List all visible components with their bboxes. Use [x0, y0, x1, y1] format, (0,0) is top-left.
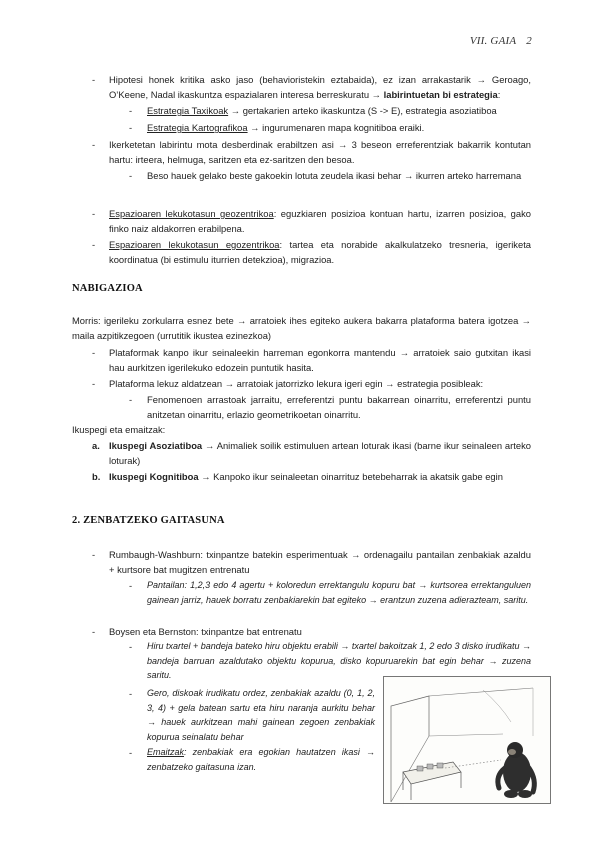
paragraph-results: Emaitzak: zenbakiak era egokian hautatzen ikasi → zenbatzeko gaitasuna izan. — [147, 747, 375, 772]
paragraph-platform-moved: Plataforma lekuz aldatzean → arratoiak jatorrizko lekura igeri egin → estrategia posibleak: — [109, 378, 484, 389]
paragraph-arms: Beso hauek gelako beste gakoekin lotuta zeudela ikasi behar → ikurren arteko harremana — [147, 170, 522, 181]
outcomes-label: Ikuspegi eta emaitzak: — [72, 424, 166, 435]
bullet-marker: - — [92, 378, 96, 389]
paragraph-strategies: Fenomenoen arrastoak jarraitu, erreferentzi puntu bakarrean oinarritu, erreferentzi puntu anitzetan oinarritu, erlazio geometrikoetan oinarritu. — [147, 394, 531, 421]
paragraph-cognitive: Ikuspegi Kognitiboa → Kanpoko ikur seinaleetan oinarrituz betebeharrak ia akatsik gabe egin — [109, 471, 503, 482]
paragraph-geocentric: Espazioaren lekukotasun geozentrikoa: eguzkiaren posizioa kontuan hartu, izarren posizioa, gako finko naiz aldakorren erabilpena. — [109, 208, 531, 235]
paragraph-labyrinths: Ikerketetan labirintu mota desberdinak erabiltzen asi → 3 beseon erreferentziak bakarrik kontutan hartu: irteera, helmuga, saritzen eta ez-saritzen den besoa. — [109, 139, 531, 166]
paragraph-cards: Hiru txartel + bandeja bateko hiru objektu erabili → txartel bakoitzak 1, 2 edo 3 disko irudikatu → bandeja barruan azaldutako objektu kopurua, disko kopuruarekin bat egin behar → zuzena saritu. — [147, 641, 531, 680]
sub-bullet-marker: - — [129, 580, 133, 591]
chimpanzee-room-illustration — [383, 676, 551, 804]
paragraph-egocentric: Espazioaren lekukotasun egozentrikoa: tartea eta norabide akalkulatzeko tresneria, igeriketa koordinatua (bi estimulu iturrien detekzioa), migrazioa. — [109, 239, 532, 266]
sub-bullet-marker: - — [129, 170, 133, 181]
paragraph-rumbaugh: Rumbaugh-Washburn: txinpantze batekin esperimentuak → ordenagailu pantailan zenbakiak azaldu + kurtsore bat mugitzen entrenatu — [109, 549, 531, 576]
strategy-taxic: Estrategia Taxikoak → gertakarien arteko ikaskuntza (S -> E), estrategia asoziatiboa — [147, 105, 497, 116]
paragraph-morris: Morris: igerileku zorkularra esnez bete → arratoiek ihes egiteko aukera bakarra plataforma batera igotzea → maila azpitikzegoen (urrutitik ikustea ezinezkoa) — [72, 315, 531, 342]
paragraph-hypothesis: Hipotesi honek kritika asko jaso (behavioristekin eztabaida), ez izan arrakastarik → Geroago, O’Keene, Nadal ikaskuntza espazialaren interesa berreskuratu → labirintuetan bi estrategia: — [109, 74, 531, 101]
bullet-marker: - — [92, 208, 96, 219]
bullet-marker: - — [92, 626, 96, 637]
bullet-marker: - — [92, 549, 96, 560]
paragraph-platform-stable: Plataformak kanpo ikur seinaleekin harreman egonkorra mantendu → arratoiek saio gutxitan ikasi hau aurkitzen igerilekuko edozein puntutik hasita. — [109, 347, 531, 374]
paragraph-screen: Pantailan: 1,2,3 edo 4 agertu + koloredun errektangulu kopuru bat → kurtsorea errektanguluen gainean jarriz, hauek borratu zenbakiarekin bat egiteko → erantzun zuzena adierazteam, saritu. — [147, 580, 531, 605]
strategy-cartographic: Estrategia Kartografikoa → ingurumenaren mapa kognitiboa eraiki. — [147, 122, 425, 133]
paragraph-boysen: Boysen eta Bernston: txinpantze bat entrenatu — [109, 626, 302, 637]
chapter-label: VII. GAIA — [469, 35, 517, 47]
bullet-marker: - — [92, 139, 96, 150]
sub-bullet-marker: - — [129, 105, 133, 116]
list-marker-b: b. — [92, 471, 101, 482]
sub-bullet-marker: - — [129, 747, 133, 758]
section-title-counting: 2. ZENBATZEKO GAITASUNA — [72, 515, 225, 526]
page-header — [470, 35, 532, 47]
paragraph-associative: Ikuspegi Asoziatiboa → Animaliek soilik estimuluen artean loturak ikasi (barne ikur seinaleen arteko loturak) — [109, 440, 531, 467]
bullet-marker: - — [92, 74, 96, 85]
list-marker-a: a. — [92, 440, 100, 451]
page-number: 2 — [526, 35, 532, 47]
chimpanzee-drawing-icon — [383, 676, 551, 804]
sub-bullet-marker: - — [129, 394, 133, 405]
paragraph-numbers: Gero, diskoak irudikatu ordez, zenbakiak azaldu (0, 1, 2, 3, 4) + gela batean sartu eta hiru naranja aurkitu behar → hauek aurkitzean mahi gainean zegoen zenbakiak kopurua seinalatu behar — [147, 688, 375, 742]
sub-bullet-marker: - — [129, 641, 133, 652]
sub-bullet-marker: - — [129, 688, 133, 699]
sub-bullet-marker: - — [129, 122, 133, 133]
section-title-navigation: NABIGAZIOA — [72, 283, 143, 294]
bullet-marker: - — [92, 347, 96, 358]
bullet-marker: - — [92, 239, 96, 250]
